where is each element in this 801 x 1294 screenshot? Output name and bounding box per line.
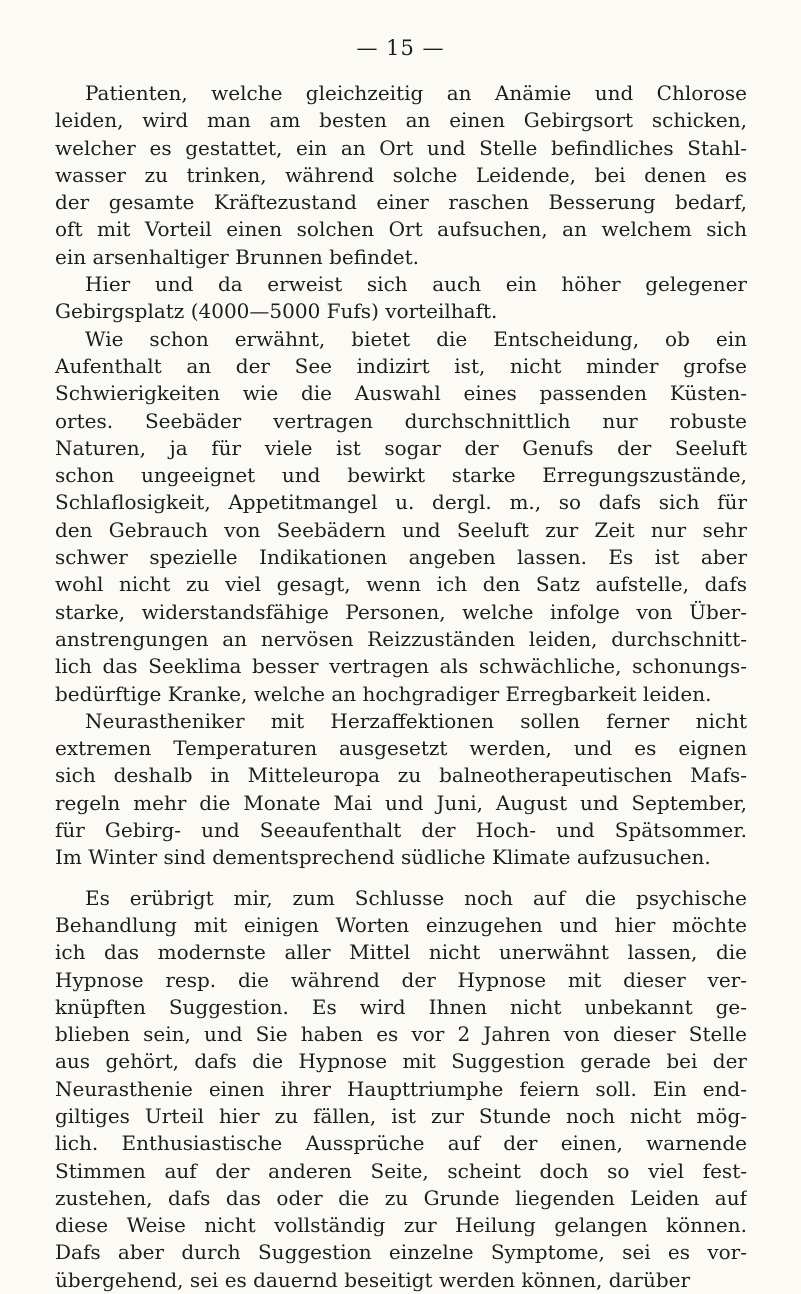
text-line: Stimmen auf der anderen Seite, scheint doch so viel fest- xyxy=(55,1158,747,1183)
text-line: schwer spezielle Indikationen angeben lassen. Es ist aber xyxy=(55,545,747,570)
text-line: Hier und da erweist sich auch ein höher gelegener xyxy=(85,272,747,297)
text-line: bedürftige Kranke, welche an hochgradiger Erregbarkeit leiden. xyxy=(55,681,712,706)
text-line: extremen Temperaturen ausgesetzt werden, und es eignen xyxy=(55,736,747,761)
text-line: schon ungeeignet und bewirkt starke Erregungszustände, xyxy=(55,463,747,488)
text-line: sich deshalb in Mitteleuropa zu balneotherapeutischen Mafs- xyxy=(55,763,747,788)
text-line: Behandlung mit einigen Worten einzugehen und hier möchte xyxy=(55,912,747,937)
text-line: giltiges Urteil hier zu fällen, ist zur Stunde noch nicht mög- xyxy=(55,1103,747,1128)
text-line: leiden, wird man am besten an einen Gebirgsort schicken, xyxy=(55,108,747,133)
text-line: regeln mehr die Monate Mai und Juni, August und September, xyxy=(55,790,747,815)
text-line: starke, widerstandsfähige Personen, welche infolge von Über- xyxy=(55,599,747,624)
text-line: den Gebrauch von Seebädern und Seeluft zur Zeit nur sehr xyxy=(55,517,747,542)
text-line: Wie schon erwähnt, bietet die Entscheidung, ob ein xyxy=(85,326,747,351)
page-number: — 15 — xyxy=(356,36,445,60)
text-line: Es erübrigt mir, zum Schlusse noch auf die psychische xyxy=(85,885,747,910)
text-line: Hypnose resp. die während der Hypnose mit dieser ver- xyxy=(55,967,747,992)
text-line: Aufenthalt an der See indizirt ist, nicht minder grofse xyxy=(55,353,747,378)
paragraph xyxy=(55,708,747,872)
text-line: wasser zu trinken, während solche Leidende, bei denen es xyxy=(55,162,747,187)
text-line: Dafs aber durch Suggestion einzelne Symptome, sei es vor- xyxy=(55,1240,747,1265)
text-line: ein arsenhaltiger Brunnen befindet. xyxy=(55,244,419,269)
text-line: übergehend, sei es dauernd beseitigt werden können, darüber xyxy=(55,1267,691,1292)
text-line: ich das modernste aller Mittel nicht unerwähnt lassen, die xyxy=(55,940,747,965)
text-line: für Gebirg- und Seeaufenthalt der Hoch- und Spätsommer. xyxy=(55,818,747,843)
text-line: Neurastheniker mit Herzaffektionen sollen ferner nicht xyxy=(85,708,747,733)
text-line: blieben sein, und Sie haben es vor 2 Jahren von dieser Stelle xyxy=(55,1022,747,1047)
text-line: der gesamte Kräftezustand einer raschen Besserung bedarf, xyxy=(55,190,747,215)
text-line: aus gehört, dafs die Hypnose mit Suggestion gerade bei der xyxy=(55,1049,747,1074)
paragraph xyxy=(55,885,747,1294)
text-line: zustehen, dafs das oder die zu Grunde liegenden Leiden auf xyxy=(55,1185,747,1210)
text-line: Schlaflosigkeit, Appetitmangel u. dergl. m., so dafs sich für xyxy=(55,490,747,515)
text-line: oft mit Vorteil einen solchen Ort aufsuchen, an welchem sich xyxy=(55,217,747,242)
text-line: welcher es gestattet, ein an Ort und Stelle befindliches Stahl- xyxy=(55,135,747,160)
text-line: Gebirgsplatz (4000—5000 Fufs) vorteilhaft. xyxy=(55,299,498,324)
text-line: wohl nicht zu viel gesagt, wenn ich den Satz aufstelle, dafs xyxy=(55,572,747,597)
paragraph xyxy=(55,80,747,271)
text-line: ortes. Seebäder vertragen durchschnittlich nur robuste xyxy=(55,408,747,433)
text-line: knüpften Suggestion. Es wird Ihnen nicht unbekannt ge- xyxy=(55,994,747,1019)
text-line: lich. Enthusiastische Aussprüche auf der einen, warnende xyxy=(55,1131,747,1156)
body-text xyxy=(55,80,747,1294)
text-line: Neurasthenie einen ihrer Haupttriumphe feiern soll. Ein end- xyxy=(55,1076,747,1101)
paragraph-gap xyxy=(55,872,747,885)
text-line: lich das Seeklima besser vertragen als schwächliche, schonungs- xyxy=(55,654,747,679)
paragraph xyxy=(55,271,747,326)
text-line: Patienten, welche gleichzeitig an Anämie und Chlorose xyxy=(85,81,747,105)
text-line: Im Winter sind dementsprechend südliche Klimate aufzusuchen. xyxy=(55,845,711,870)
paragraph xyxy=(55,326,747,708)
text-line: Naturen, ja für viele ist sogar der Genufs der Seeluft xyxy=(55,435,747,460)
text-line: diese Weise nicht vollständig zur Heilung gelangen können. xyxy=(55,1213,747,1238)
text-line: anstrengungen an nervösen Reizzuständen leiden, durchschnitt- xyxy=(55,626,747,651)
text-line: Schwierigkeiten wie die Auswahl eines passenden Küsten- xyxy=(55,381,747,406)
